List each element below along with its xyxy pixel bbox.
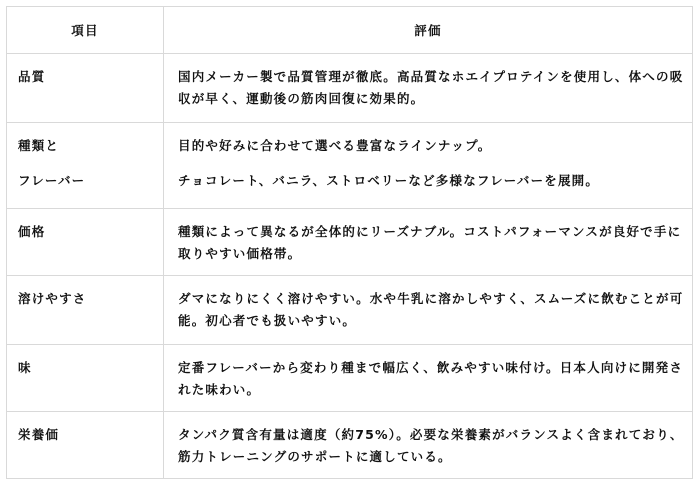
evaluation-table [6, 6, 693, 479]
desc-text: チョコレート、バニラ、ストロベリーなど多様なフレーバーを展開。 [178, 173, 600, 188]
label-text: 溶けやすさ [18, 291, 87, 306]
row-desc-variety [164, 123, 693, 209]
evaluation-table-container [6, 6, 692, 479]
table-row [7, 412, 693, 479]
table-row [7, 54, 693, 123]
desc-text: ダマになりにくく溶けやすい。水や牛乳に溶かしやすく、スムーズに飲むことが可能。初心者でも扱いやすい。 [178, 291, 684, 328]
label-text: 味 [18, 360, 32, 375]
table-row [7, 345, 693, 412]
row-desc-solubility [164, 276, 693, 345]
label-text: 栄養価 [18, 427, 60, 442]
row-desc-quality [164, 54, 693, 123]
row-label-taste [7, 345, 164, 412]
desc-text: 国内メーカー製で品質管理が徹底。高品質なホエイプロテインを使用し、体への吸収が早く、運動後の筋肉回復に効果的。 [178, 69, 684, 106]
table-row [7, 123, 693, 209]
row-desc-taste [164, 345, 693, 412]
label-text: 種類と [18, 138, 60, 153]
desc-text: 目的や好みに合わせて選べる豊富なラインナップ。 [178, 138, 492, 153]
label-text: 価格 [18, 224, 46, 239]
label-text: フレーバー [18, 173, 86, 188]
row-label-price [7, 209, 164, 276]
desc-text: 種類によって異なるが全体的にリーズナブル。コストパフォーマンスが良好で手に取りやすい価格帯。 [178, 224, 682, 261]
header-evaluation: 評価 [164, 7, 693, 54]
row-desc-price [164, 209, 693, 276]
row-label-solubility [7, 276, 164, 345]
desc-text: 定番フレーバーから変わり種まで幅広く、飲みやすい味付け。日本人向けに開発された味わい。 [178, 360, 684, 397]
label-text: 品質 [18, 69, 46, 84]
row-label-quality [7, 54, 164, 123]
header-item: 項目 [7, 7, 164, 54]
desc-text: タンパク質含有量は適度（約75%）。必要な栄養素がバランスよく含まれており、筋力トレーニングのサポートに適している。 [178, 427, 684, 464]
table-header-row [7, 7, 693, 54]
table-row [7, 276, 693, 345]
row-desc-nutrition [164, 412, 693, 479]
row-label-nutrition [7, 412, 164, 479]
table-row [7, 209, 693, 276]
row-label-variety [7, 123, 164, 209]
